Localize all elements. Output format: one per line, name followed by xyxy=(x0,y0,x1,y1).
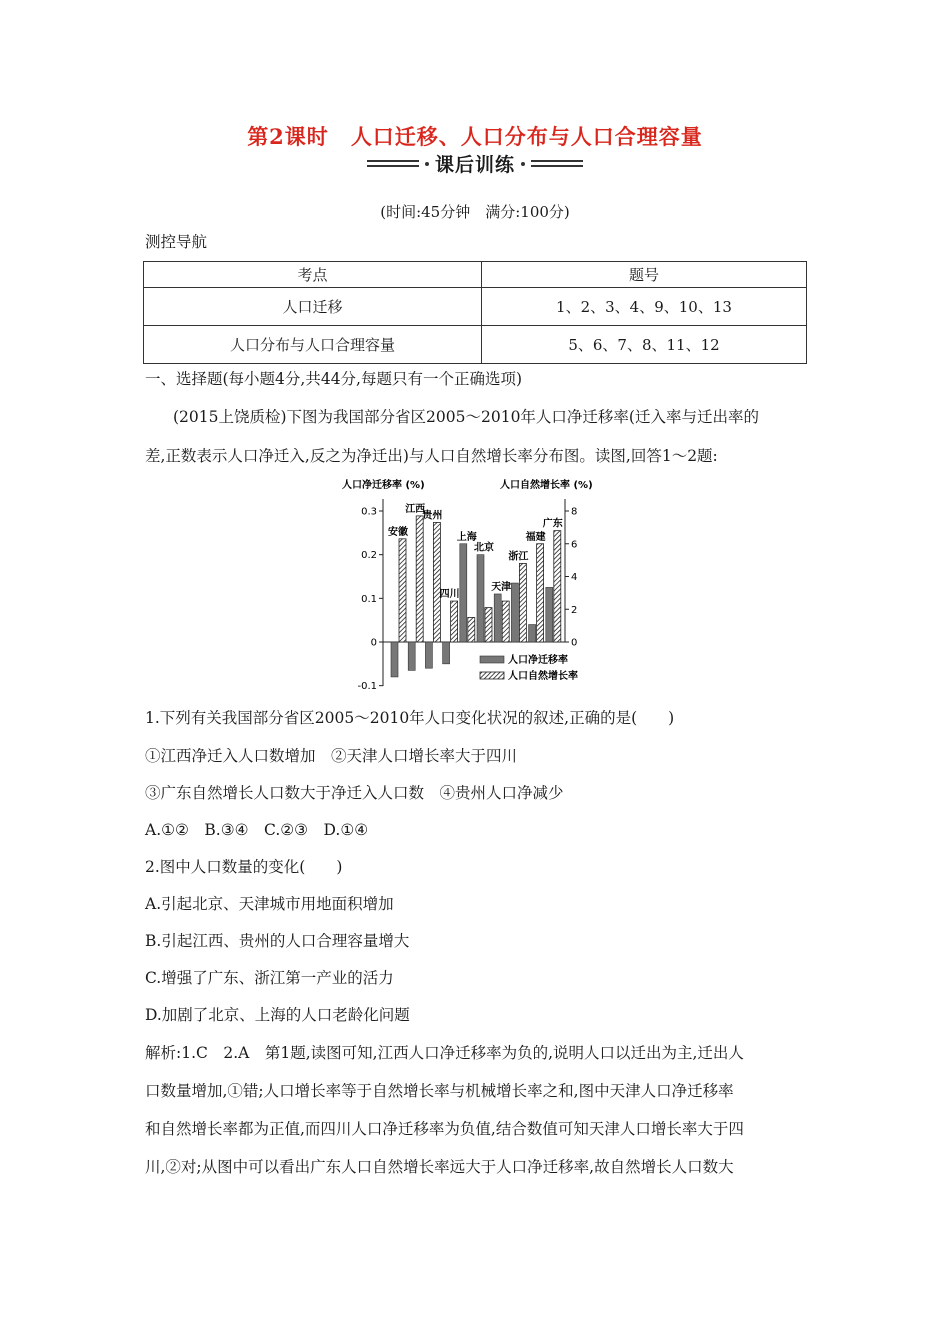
bar-natural-growth xyxy=(519,563,526,642)
bar-net-migration xyxy=(529,625,536,642)
bar-net-migration xyxy=(391,642,398,677)
category-label: 四川 xyxy=(439,589,460,601)
section-one-title: 一、选择题(每小题4分,共44分,每题只有一个正确选项) xyxy=(145,370,523,388)
analysis-line: 和自然增长率都为正值,而四川人口净迁移率为负值,结合数值可知天津人口增长率大于四 xyxy=(145,1120,744,1138)
bar-natural-growth xyxy=(554,531,561,642)
analysis-line: 口数量增加,①错;人口增长率等于自然增长率与机械增长率之和,图中天津人口净迁移率 xyxy=(145,1082,734,1100)
question-2-stem: 2.图中人口数量的变化( ) xyxy=(145,858,343,876)
bar-natural-growth xyxy=(502,601,509,642)
intro-line: 差,正数表示人口净迁入,反之为净迁出)与人口自然增长率分布图。读图,回答1～2题: xyxy=(145,447,718,465)
bar-net-migration xyxy=(408,642,415,670)
left-tick-label: -0.1 xyxy=(357,681,377,693)
right-tick-label: 4 xyxy=(571,572,578,583)
right-tick-label: 6 xyxy=(571,539,578,551)
legend-swatch-migration xyxy=(480,656,504,663)
divider-right xyxy=(531,160,583,167)
bar-natural-growth xyxy=(468,617,475,642)
section-heading-text: 课后训练 xyxy=(434,154,515,176)
question-1-options: ①江西净迁入人口数增加 ②天津人口增长率大于四川 xyxy=(145,747,518,765)
category-label: 福建 xyxy=(525,531,546,543)
section-heading xyxy=(0,150,950,177)
category-label: 北京 xyxy=(474,542,494,554)
right-tick-label: 0 xyxy=(571,637,578,649)
category-label: 广东 xyxy=(542,518,563,530)
left-tick-label: 0.2 xyxy=(361,550,377,562)
divider-left xyxy=(367,160,419,167)
bar-net-migration xyxy=(477,555,484,642)
bar-natural-growth xyxy=(451,601,458,642)
bar-natural-growth xyxy=(433,522,440,642)
category-label: 上海 xyxy=(456,531,477,543)
category-label: 安徽 xyxy=(388,526,408,538)
table-cell: 1、2、3、4、9、10、13 xyxy=(482,288,807,326)
bar-natural-growth xyxy=(416,516,423,642)
question-2-option-b: B.引起江西、贵州的人口合理容量增大 xyxy=(145,932,410,950)
legend-swatch-natural xyxy=(480,672,504,679)
legend-label: 人口自然增长率 xyxy=(508,671,578,682)
right-tick-label: 2 xyxy=(571,604,578,616)
table-cell: 人口迁移 xyxy=(144,288,482,326)
right-tick-label: 8 xyxy=(571,506,578,518)
analysis-line: 解析:1.C 2.A 第1题,读图可知,江西人口净迁移率为负的,说明人口以迁出为主,迁出人 xyxy=(145,1044,744,1062)
left-axis-title: 人口净迁移率 (%) xyxy=(342,480,425,491)
question-1-stem: 1.下列有关我国部分省区2005～2010年人口变化状况的叙述,正确的是( ) xyxy=(145,709,675,727)
lesson-number: 第2课时 xyxy=(247,124,329,149)
question-2-option-a: A.引起北京、天津城市用地面积增加 xyxy=(145,895,394,913)
bar-net-migration xyxy=(511,583,518,642)
column-header: 题号 xyxy=(482,262,807,288)
question-2-option-d: D.加剧了北京、上海的人口老龄化问题 xyxy=(145,1006,410,1024)
left-tick-label: 0.1 xyxy=(361,593,377,605)
bar-net-migration xyxy=(546,587,553,642)
category-label: 江西 xyxy=(405,503,426,515)
bar-natural-growth xyxy=(537,544,544,642)
table-cell: 5、6、7、8、11、12 xyxy=(482,326,807,364)
question-1-choices: A.①② B.③④ C.②③ D.①④ xyxy=(145,821,369,839)
bar-natural-growth xyxy=(399,539,406,642)
time-info: (时间:45分钟 满分:100分) xyxy=(380,203,570,221)
nav-label: 测控导航 xyxy=(145,233,208,251)
table-row xyxy=(144,326,807,364)
analysis-line: 川,②对;从图中可以看出广东人口自然增长率远大于人口净迁移率,故自然增长人口数大 xyxy=(145,1158,734,1176)
table-header-row xyxy=(144,262,807,288)
bar-net-migration xyxy=(443,642,450,664)
bar-natural-growth xyxy=(485,608,492,642)
table-cell: 人口分布与人口合理容量 xyxy=(144,326,482,364)
table-row xyxy=(144,288,807,326)
page-title xyxy=(0,121,950,151)
legend-label: 人口净迁移率 xyxy=(508,655,568,666)
migration-chart xyxy=(330,475,620,695)
bar-net-migration xyxy=(494,594,501,642)
category-label: 浙江 xyxy=(508,551,529,563)
divider-dot xyxy=(521,162,525,166)
category-label: 天津 xyxy=(491,581,512,593)
divider-dot xyxy=(425,162,429,166)
bar-net-migration xyxy=(425,642,432,668)
nav-table xyxy=(143,261,807,364)
column-header: 考点 xyxy=(144,262,482,288)
intro-line: (2015上饶质检)下图为我国部分省区2005～2010年人口净迁移率(迁入率与迁出率的 xyxy=(173,408,759,426)
left-tick-label: 0.3 xyxy=(361,506,377,518)
category-label: 贵州 xyxy=(422,510,443,522)
question-2-option-c: C.增强了广东、浙江第一产业的活力 xyxy=(145,969,394,987)
question-1-options: ③广东自然增长人口数大于净迁入人口数 ④贵州人口净减少 xyxy=(145,784,564,802)
right-axis-title: 人口自然增长率 (%) xyxy=(500,480,593,491)
bar-net-migration xyxy=(460,544,467,642)
left-tick-label: 0 xyxy=(370,637,377,649)
lesson-title: 人口迁移、人口分布与人口合理容量 xyxy=(350,124,703,149)
